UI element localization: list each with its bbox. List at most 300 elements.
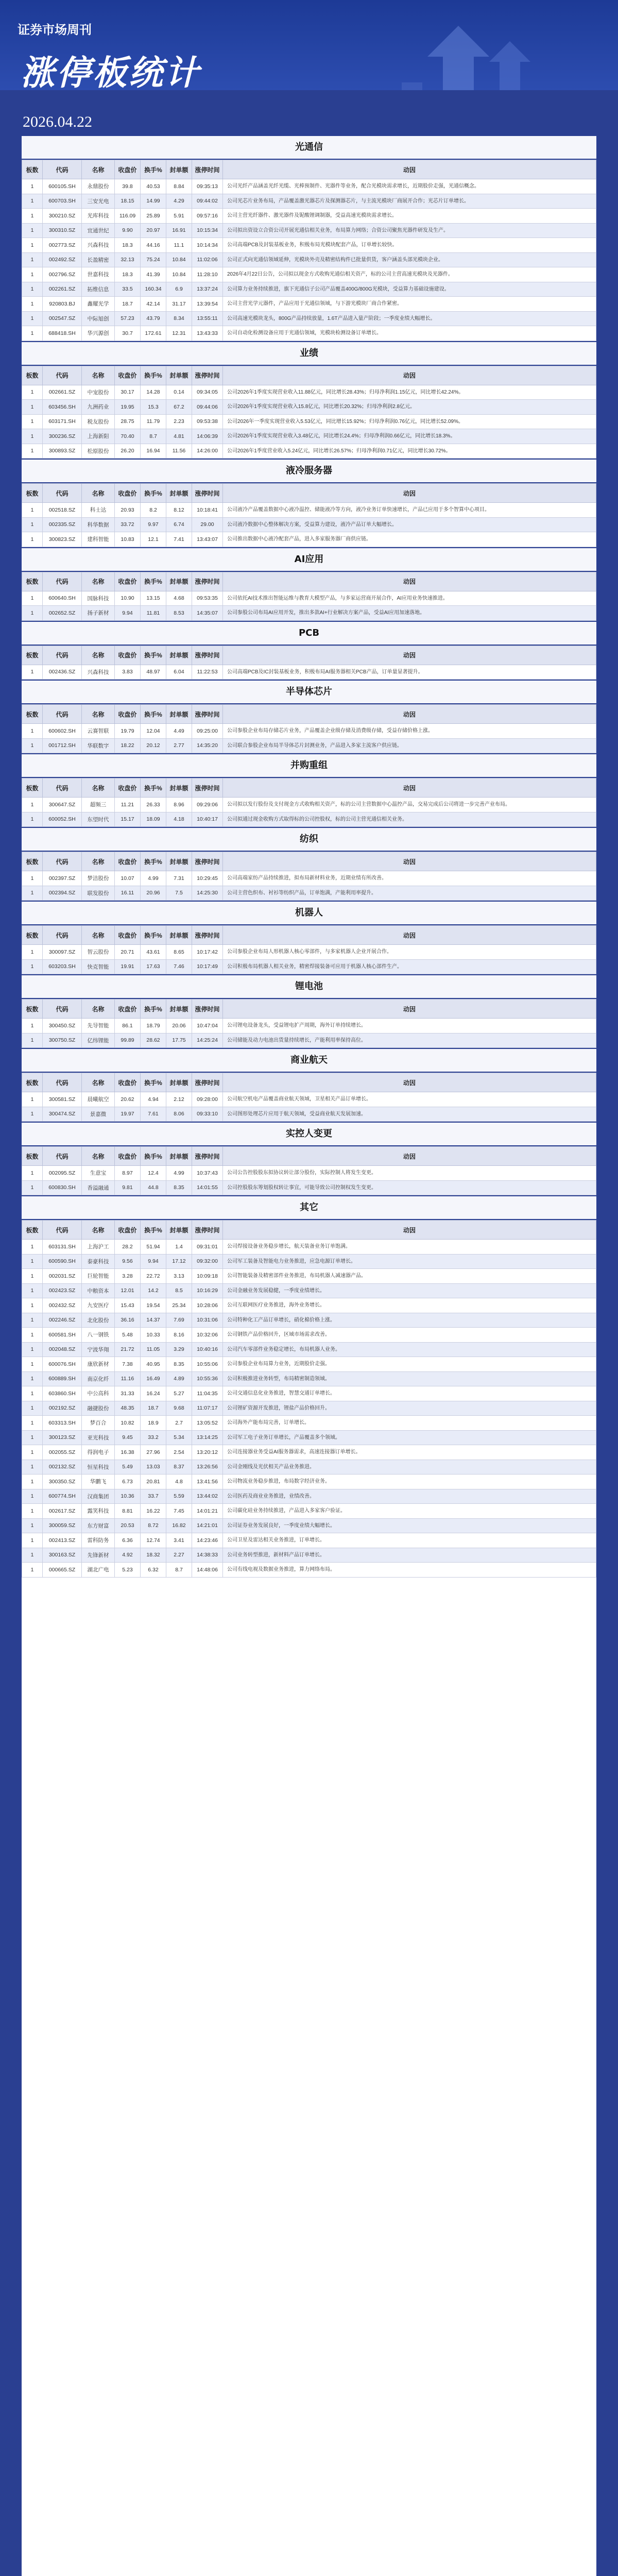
stock-table xyxy=(22,366,596,459)
table-cell: 1 xyxy=(22,812,43,827)
table-cell: 公司联合参股企业布局半导体芯片封测业务，产品进入多家主流客户供应链。 xyxy=(223,738,596,753)
table-cell: 25.89 xyxy=(141,209,166,224)
table-cell: 公司公告控股股东拟协议转让部分股份，实际控制人将发生变更。 xyxy=(223,1166,596,1181)
table-cell: 300236.SZ xyxy=(43,429,82,444)
table-cell: 6.04 xyxy=(166,665,192,680)
table-cell: 70.40 xyxy=(115,429,141,444)
table-cell: 13:05:52 xyxy=(192,1416,223,1431)
table-row xyxy=(22,532,596,547)
table-cell: 1.4 xyxy=(166,1240,192,1255)
table-cell: 002397.SZ xyxy=(43,871,82,886)
table-cell: 1 xyxy=(22,1019,43,1033)
table-cell: 300823.SZ xyxy=(43,532,82,547)
table-row xyxy=(22,1240,596,1255)
table-cell: 40.53 xyxy=(141,179,166,194)
brand-logo: 证券市场周刊 xyxy=(18,22,92,37)
table-cell: 5.48 xyxy=(115,1328,141,1343)
column-header: 动因 xyxy=(223,646,596,665)
table-cell: 09:44:02 xyxy=(192,194,223,209)
table-cell: 40.95 xyxy=(141,1357,166,1372)
table-cell: 19.79 xyxy=(115,724,141,739)
column-header: 动因 xyxy=(223,778,596,798)
column-header: 封单额 xyxy=(166,926,192,945)
stock-table xyxy=(22,1146,596,1195)
table-cell: 600640.SH xyxy=(43,591,82,606)
column-header: 代码 xyxy=(43,1073,82,1092)
table-cell: 中公高科 xyxy=(82,1386,115,1401)
table-cell: 1 xyxy=(22,1254,43,1269)
table-cell: 公司主营光学元器件，产品应用于光通信领域，与下游光模块厂商合作紧密。 xyxy=(223,297,596,312)
column-header: 动因 xyxy=(223,705,596,724)
table-cell: 002394.SZ xyxy=(43,886,82,901)
column-header: 封单额 xyxy=(166,705,192,724)
table-cell: 1 xyxy=(22,1416,43,1431)
table-cell: 11.05 xyxy=(141,1342,166,1357)
table-cell: 002192.SZ xyxy=(43,1401,82,1416)
table-cell: 10.84 xyxy=(166,267,192,282)
table-cell: 公司军工电子业务订单增长，产品覆盖多个领域。 xyxy=(223,1430,596,1445)
column-header: 动因 xyxy=(223,1221,596,1240)
section-title: 并购重组 xyxy=(22,753,596,778)
table-cell: 得润电子 xyxy=(82,1445,115,1460)
table-cell: 16.49 xyxy=(141,1371,166,1386)
table-cell: 建科智能 xyxy=(82,532,115,547)
stock-table xyxy=(22,572,596,621)
table-cell: 公司智能装备及精密部件业务推进，布局机器人减速器产品。 xyxy=(223,1269,596,1284)
column-header: 板数 xyxy=(22,852,43,871)
table-cell: 300647.SZ xyxy=(43,798,82,812)
table-cell: 13:44:02 xyxy=(192,1489,223,1504)
table-cell: 8.65 xyxy=(166,945,192,960)
table-cell: 4.49 xyxy=(166,724,192,739)
table-cell: 1 xyxy=(22,945,43,960)
table-cell: 30.17 xyxy=(115,385,141,400)
table-cell: 公司参股企业布局人形机器人核心零部件，与多家机器人企业开展合作。 xyxy=(223,945,596,960)
table-cell: 融捷股份 xyxy=(82,1401,115,1416)
table-row xyxy=(22,1430,596,1445)
column-header: 封单额 xyxy=(166,1147,192,1166)
table-cell: 300893.SZ xyxy=(43,444,82,459)
table-cell: 09:57:16 xyxy=(192,209,223,224)
column-header: 代码 xyxy=(43,778,82,798)
table-cell: 14:35:07 xyxy=(192,606,223,621)
column-header: 动因 xyxy=(223,484,596,503)
column-header: 代码 xyxy=(43,852,82,871)
column-header: 涨停时间 xyxy=(192,1147,223,1166)
table-cell: 2.23 xyxy=(166,414,192,429)
table-cell: 19.95 xyxy=(115,400,141,415)
table-cell: 13:55:11 xyxy=(192,311,223,326)
table-cell: 99.89 xyxy=(115,1033,141,1048)
table-cell: 16.22 xyxy=(141,1504,166,1519)
table-cell: 002413.SZ xyxy=(43,1533,82,1548)
table-cell: 11.1 xyxy=(166,238,192,253)
table-cell: 1 xyxy=(22,1533,43,1548)
table-cell: 公司有线电视及数据业务推进，算力网络布局。 xyxy=(223,1563,596,1578)
table-cell: 公司互联网医疗业务推进，海外业务增长。 xyxy=(223,1298,596,1313)
table-row xyxy=(22,1269,596,1284)
table-cell: 中宠股份 xyxy=(82,385,115,400)
table-cell: 14:35:20 xyxy=(192,738,223,753)
table-row xyxy=(22,1445,596,1460)
section-title: 液冷服务器 xyxy=(22,459,596,483)
column-header: 板数 xyxy=(22,1147,43,1166)
table-cell: 300310.SZ xyxy=(43,223,82,238)
section-title: 半导体芯片 xyxy=(22,680,596,704)
table-cell: 1 xyxy=(22,798,43,812)
table-cell: 10:17:49 xyxy=(192,959,223,974)
table-row xyxy=(22,252,596,267)
table-row xyxy=(22,223,596,238)
table-cell: 1 xyxy=(22,444,43,459)
table-cell: 1 xyxy=(22,400,43,415)
table-cell: 公司拟以发行股份及支付现金方式收购相关资产，标的公司主营数据中心温控产品，交易完成后公司将进一步完善产业布局。 xyxy=(223,798,596,812)
table-cell: 公司2026年一季度实现营业收入5.53亿元，同比增长15.92%；归母净利润0.76亿元，同比增长52.09%。 xyxy=(223,414,596,429)
table-cell: 28.62 xyxy=(141,1033,166,1048)
table-cell: 116.09 xyxy=(115,209,141,224)
table-cell: 9.97 xyxy=(141,517,166,532)
table-cell: 公司2026年1季度实现营业收入11.88亿元，同比增长28.43%；归母净利润1.15亿元，同比增长42.24%。 xyxy=(223,385,596,400)
table-row xyxy=(22,517,596,532)
table-row xyxy=(22,1019,596,1033)
table-cell: 002518.SZ xyxy=(43,503,82,518)
column-header: 收盘价 xyxy=(115,160,141,179)
table-row xyxy=(22,724,596,739)
column-header: 代码 xyxy=(43,366,82,385)
table-cell: 8.7 xyxy=(141,429,166,444)
table-cell: 002773.SZ xyxy=(43,238,82,253)
column-header: 涨停时间 xyxy=(192,778,223,798)
table-cell: 67.2 xyxy=(166,400,192,415)
table-cell: 09:34:05 xyxy=(192,385,223,400)
table-cell: 13.03 xyxy=(141,1460,166,1475)
table-cell: 002132.SZ xyxy=(43,1460,82,1475)
table-cell: 09:29:06 xyxy=(192,798,223,812)
table-cell: 1 xyxy=(22,886,43,901)
table-cell: 11:07:17 xyxy=(192,1401,223,1416)
table-cell: 43.79 xyxy=(141,311,166,326)
table-cell: 4.18 xyxy=(166,812,192,827)
table-cell: 8.37 xyxy=(166,1460,192,1475)
table-cell: 康欣新材 xyxy=(82,1357,115,1372)
table-cell: 亿纬锂能 xyxy=(82,1033,115,1048)
table-cell: 4.89 xyxy=(166,1371,192,1386)
table-cell: 鑫耀光学 xyxy=(82,297,115,312)
table-cell: 6.74 xyxy=(166,517,192,532)
table-cell: 1 xyxy=(22,724,43,739)
table-cell: 9.45 xyxy=(115,1430,141,1445)
table-cell: 宜通世纪 xyxy=(82,223,115,238)
column-header: 换手% xyxy=(141,999,166,1019)
table-cell: 公司金刚线及光伏相关产品业务推进。 xyxy=(223,1460,596,1475)
table-cell: 中粮资本 xyxy=(82,1283,115,1298)
table-cell: 20.12 xyxy=(141,738,166,753)
table-cell: 300097.SZ xyxy=(43,945,82,960)
table-cell: 梦百合 xyxy=(82,1416,115,1431)
table-cell: 国脉科技 xyxy=(82,591,115,606)
column-header: 换手% xyxy=(141,160,166,179)
table-cell: 20.81 xyxy=(141,1475,166,1489)
section-title: 光通信 xyxy=(22,135,596,160)
table-cell: 1 xyxy=(22,297,43,312)
table-cell: 5.23 xyxy=(115,1563,141,1578)
stock-table xyxy=(22,160,596,341)
table-cell: 600602.SH xyxy=(43,724,82,739)
column-header: 收盘价 xyxy=(115,705,141,724)
column-header: 名称 xyxy=(82,778,115,798)
table-cell: 13:20:12 xyxy=(192,1445,223,1460)
table-cell: 巨轮智能 xyxy=(82,1269,115,1284)
table-cell: 20.62 xyxy=(115,1092,141,1107)
table-cell: 科华数据 xyxy=(82,517,115,532)
table-cell: 10:31:06 xyxy=(192,1313,223,1328)
table-cell: 172.61 xyxy=(141,326,166,341)
column-header: 封单额 xyxy=(166,646,192,665)
column-header: 动因 xyxy=(223,926,596,945)
table-cell: 09:32:00 xyxy=(192,1254,223,1269)
column-header: 涨停时间 xyxy=(192,484,223,503)
column-header: 涨停时间 xyxy=(192,999,223,1019)
column-header: 动因 xyxy=(223,1073,596,1092)
column-header: 代码 xyxy=(43,646,82,665)
table-cell: 1 xyxy=(22,1563,43,1578)
table-cell: 公司证券业务发展良好，一季度业绩大幅增长。 xyxy=(223,1518,596,1533)
table-cell: 湖北广电 xyxy=(82,1563,115,1578)
table-cell: 688418.SH xyxy=(43,326,82,341)
table-cell: 3.83 xyxy=(115,665,141,680)
table-cell: 华鹏飞 xyxy=(82,1475,115,1489)
table-cell: 11.56 xyxy=(166,444,192,459)
table-cell: 10:40:17 xyxy=(192,812,223,827)
table-cell: 10.84 xyxy=(166,252,192,267)
table-cell: 18.3 xyxy=(115,267,141,282)
table-cell: 1 xyxy=(22,1430,43,1445)
table-cell: 25.34 xyxy=(166,1298,192,1313)
table-cell: 17.12 xyxy=(166,1254,192,1269)
table-cell: 3.29 xyxy=(166,1342,192,1357)
table-cell: 公司金融业务发展稳健，一季度业绩增长。 xyxy=(223,1283,596,1298)
table-cell: 公司医药及商业业务推进，业绩改善。 xyxy=(223,1489,596,1504)
table-cell: 11:02:06 xyxy=(192,252,223,267)
table-cell: 松原股份 xyxy=(82,444,115,459)
column-header: 换手% xyxy=(141,572,166,591)
section-title: AI应用 xyxy=(22,547,596,572)
table-row xyxy=(22,1107,596,1122)
table-cell: 18.7 xyxy=(115,297,141,312)
table-cell: 13:39:54 xyxy=(192,297,223,312)
table-cell: 九安医疗 xyxy=(82,1298,115,1313)
table-row xyxy=(22,1313,596,1328)
table-row xyxy=(22,297,596,312)
column-header: 收盘价 xyxy=(115,1073,141,1092)
table-cell: 公司军工装备及智能电力业务推进，应急电源订单增长。 xyxy=(223,1254,596,1269)
column-header: 板数 xyxy=(22,484,43,503)
table-cell: 33.7 xyxy=(141,1489,166,1504)
table-cell: 恒星科技 xyxy=(82,1460,115,1475)
table-cell: 44.8 xyxy=(141,1180,166,1195)
table-cell: 公司高端PCB及IC封装基板业务，积极布局AI服务器相关PCB产品，订单量显著提升。 xyxy=(223,665,596,680)
table-cell: 智云股份 xyxy=(82,945,115,960)
table-cell: 6.9 xyxy=(166,282,192,297)
column-header: 收盘价 xyxy=(115,484,141,503)
column-header: 封单额 xyxy=(166,572,192,591)
table-cell: 公司航空机电产品覆盖商业航天领域，卫星相关产品订单增长。 xyxy=(223,1092,596,1107)
table-cell: 上海沪工 xyxy=(82,1240,115,1255)
table-cell: 5.59 xyxy=(166,1489,192,1504)
column-header: 换手% xyxy=(141,484,166,503)
table-cell: 31.33 xyxy=(115,1386,141,1401)
table-cell: 1 xyxy=(22,517,43,532)
table-cell: 300581.SZ xyxy=(43,1092,82,1107)
column-header: 板数 xyxy=(22,572,43,591)
table-cell: 32.13 xyxy=(115,252,141,267)
table-cell: 44.16 xyxy=(141,238,166,253)
table-cell: 九洲药业 xyxy=(82,400,115,415)
table-row xyxy=(22,1283,596,1298)
table-cell: 汉商集团 xyxy=(82,1489,115,1504)
table-cell: 1 xyxy=(22,282,43,297)
table-cell: 1 xyxy=(22,871,43,886)
table-cell: 公司拟出资设立合资公司开展光通信相关业务，布局算力网络；合资公司聚焦光器件研发及生产。 xyxy=(223,223,596,238)
table-cell: 603313.SH xyxy=(43,1416,82,1431)
table-cell: 2.27 xyxy=(166,1548,192,1563)
column-header: 动因 xyxy=(223,366,596,385)
table-row xyxy=(22,1092,596,1107)
table-cell: 001712.SH xyxy=(43,738,82,753)
table-cell: 超频三 xyxy=(82,798,115,812)
column-header: 名称 xyxy=(82,646,115,665)
table-cell: 600590.SH xyxy=(43,1254,82,1269)
table-cell: 1 xyxy=(22,1166,43,1181)
table-cell: 13:41:56 xyxy=(192,1475,223,1489)
table-cell: 1 xyxy=(22,591,43,606)
table-cell: 2.12 xyxy=(166,1092,192,1107)
table-cell: 1 xyxy=(22,194,43,209)
table-cell: 19.91 xyxy=(115,959,141,974)
table-cell: 002547.SZ xyxy=(43,311,82,326)
column-header: 封单额 xyxy=(166,778,192,798)
table-cell: 4.81 xyxy=(166,429,192,444)
table-row xyxy=(22,311,596,326)
table-cell: 10.82 xyxy=(115,1416,141,1431)
table-cell: 20.93 xyxy=(115,503,141,518)
table-cell: 603203.SH xyxy=(43,959,82,974)
table-cell: 公司业务转型推进，新材料产品订单增长。 xyxy=(223,1548,596,1563)
table-cell: 10:09:18 xyxy=(192,1269,223,1284)
table-cell: 300059.SZ xyxy=(43,1518,82,1533)
table-cell: 2.54 xyxy=(166,1445,192,1460)
table-cell: 10:16:29 xyxy=(192,1283,223,1298)
table-cell: 1 xyxy=(22,1386,43,1401)
column-header: 换手% xyxy=(141,778,166,798)
column-header: 涨停时间 xyxy=(192,1221,223,1240)
column-header: 收盘价 xyxy=(115,1221,141,1240)
table-cell: 14.28 xyxy=(141,385,166,400)
table-cell: 75.24 xyxy=(141,252,166,267)
table-cell: 公司汽车零部件业务稳定增长，布局机器人业务。 xyxy=(223,1342,596,1357)
column-header: 换手% xyxy=(141,926,166,945)
table-cell: 13:37:24 xyxy=(192,282,223,297)
table-cell: 002796.SZ xyxy=(43,267,82,282)
table-cell: 16.91 xyxy=(166,223,192,238)
table-cell: 603171.SH xyxy=(43,414,82,429)
table-cell: 002617.SZ xyxy=(43,1504,82,1519)
column-header: 封单额 xyxy=(166,1221,192,1240)
table-cell: 公司高速光模块龙头，800G产品持续放量，1.6T产品进入量产阶段；一季度业绩大幅增长。 xyxy=(223,311,596,326)
table-cell: 002055.SZ xyxy=(43,1445,82,1460)
table-cell: 600581.SH xyxy=(43,1328,82,1343)
table-cell: 33.2 xyxy=(141,1430,166,1445)
table-cell: 9.90 xyxy=(115,223,141,238)
table-cell: 5.49 xyxy=(115,1460,141,1475)
table-cell: 宁波华翔 xyxy=(82,1342,115,1357)
table-cell: 002661.SZ xyxy=(43,385,82,400)
table-cell: 5.34 xyxy=(166,1430,192,1445)
table-cell: 长盈精密 xyxy=(82,252,115,267)
table-cell: 1 xyxy=(22,1504,43,1519)
table-row xyxy=(22,738,596,753)
table-cell: 14.99 xyxy=(141,194,166,209)
table-cell: 梦洁股份 xyxy=(82,871,115,886)
table-row xyxy=(22,1166,596,1181)
table-cell: 华兴源创 xyxy=(82,326,115,341)
table-cell: 21.72 xyxy=(115,1342,141,1357)
table-cell: 6.32 xyxy=(141,1563,166,1578)
table-row xyxy=(22,798,596,812)
table-cell: 公司积极布局机器人相关业务，精密焊接装备可应用于机器人核心部件生产。 xyxy=(223,959,596,974)
table-cell: 7.69 xyxy=(166,1313,192,1328)
table-row xyxy=(22,429,596,444)
table-cell: 002652.SZ xyxy=(43,606,82,621)
table-cell: 1 xyxy=(22,179,43,194)
table-cell: 10.36 xyxy=(115,1489,141,1504)
table-cell: 9.68 xyxy=(166,1401,192,1416)
table-row xyxy=(22,812,596,827)
table-cell: 1 xyxy=(22,1475,43,1489)
table-cell: 14:01:55 xyxy=(192,1180,223,1195)
table-cell: 16.94 xyxy=(141,444,166,459)
column-header: 板数 xyxy=(22,366,43,385)
table-cell: 18.7 xyxy=(141,1401,166,1416)
table-cell: 中际旭创 xyxy=(82,311,115,326)
stock-table xyxy=(22,704,596,753)
table-cell: 拓维信息 xyxy=(82,282,115,297)
table-cell: 1 xyxy=(22,252,43,267)
column-header: 板数 xyxy=(22,926,43,945)
table-cell: 公司高端PCB及封装基板业务，积极布局光模块配套产品，订单增长较快。 xyxy=(223,238,596,253)
table-cell: 13:43:33 xyxy=(192,326,223,341)
table-cell: 1 xyxy=(22,1180,43,1195)
stock-table xyxy=(22,483,596,547)
table-cell: 20.53 xyxy=(115,1518,141,1533)
column-header: 封单额 xyxy=(166,366,192,385)
table-cell: 09:44:06 xyxy=(192,400,223,415)
column-header: 板数 xyxy=(22,705,43,724)
table-cell: 8.96 xyxy=(166,798,192,812)
table-cell: 2.77 xyxy=(166,738,192,753)
table-cell: 10.90 xyxy=(115,591,141,606)
table-cell: 18.79 xyxy=(141,1019,166,1033)
table-cell: 10:28:06 xyxy=(192,1298,223,1313)
table-cell: 14:25:24 xyxy=(192,1033,223,1048)
table-cell: 14:38:33 xyxy=(192,1548,223,1563)
table-cell: 10:55:36 xyxy=(192,1371,223,1386)
table-row xyxy=(22,238,596,253)
table-cell: 300163.SZ xyxy=(43,1548,82,1563)
table-cell: 1 xyxy=(22,503,43,518)
table-cell: 东方财富 xyxy=(82,1518,115,1533)
column-header: 封单额 xyxy=(166,484,192,503)
